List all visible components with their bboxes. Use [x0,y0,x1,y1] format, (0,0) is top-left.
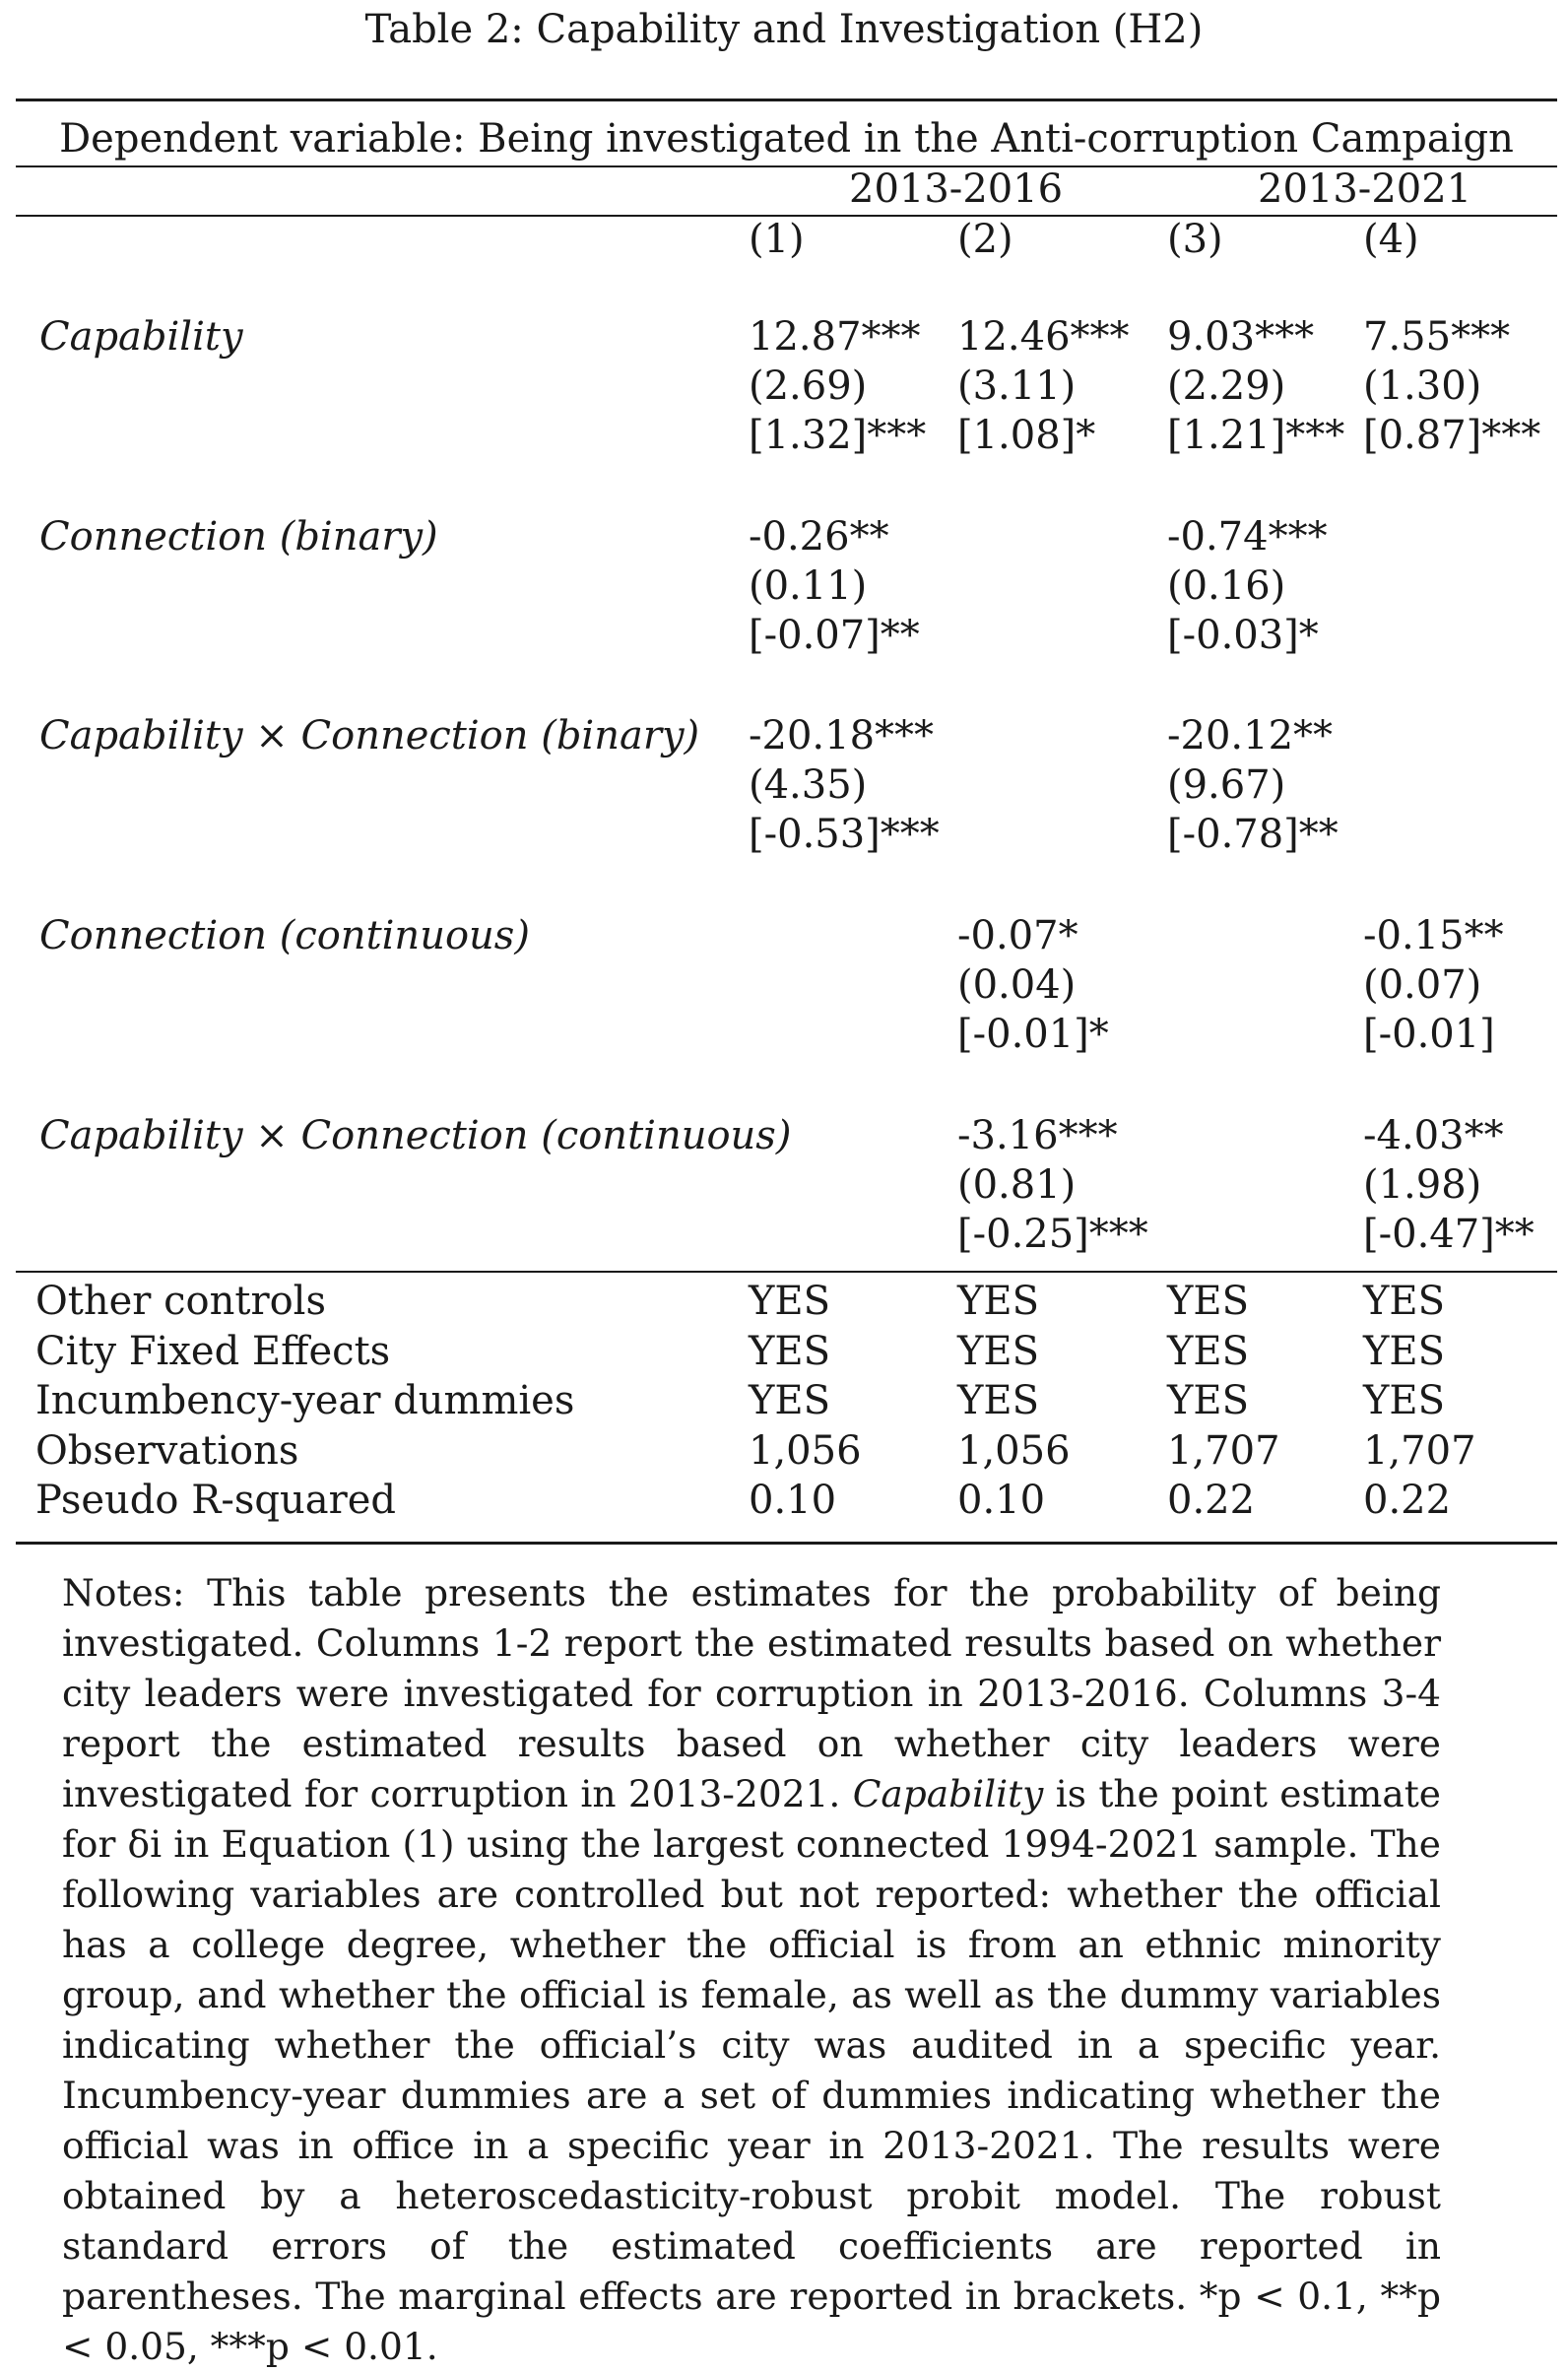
coef-cell-line: (2.69) [749,363,868,409]
stat-row-label: Observations [35,1427,299,1474]
stat-cell: YES [1363,1328,1446,1374]
coef-cell-line: [-0.01]* [957,1012,1109,1057]
coef-cell-line: (0.11) [749,563,868,609]
coef-cell-line: (4.35) [749,762,868,808]
coef-cell-line: 9.03*** [1167,314,1315,360]
stat-cell: 0.10 [957,1478,1046,1523]
coef-cell-line: -0.15** [1363,913,1504,958]
column-header-2: (2) [957,217,1013,262]
bottom-rule [16,1542,1557,1545]
stat-cell: YES [957,1328,1040,1374]
coef-cell-line: (0.81) [957,1162,1077,1208]
coef-cell-line: -20.18*** [749,713,935,758]
period-header-2013-2016: 2013-2016 [849,166,1064,212]
stat-row-label: Other controls [35,1279,326,1324]
stat-cell: YES [1167,1378,1250,1423]
stat-row-label: Incumbency-year dummies [35,1378,575,1423]
stat-cell: 1,056 [957,1427,1071,1474]
column-header-4: (4) [1363,217,1419,262]
coef-row-label: Connection (binary) [39,514,438,560]
coef-cell-line: (9.67) [1167,762,1286,808]
coef-row-label: Capability × Connection (binary) [39,713,700,758]
mid-rule [16,1271,1557,1273]
stat-cell: YES [1167,1279,1250,1324]
table-notes [62,1568,1441,2372]
coef-cell-line: [-0.01] [1363,1012,1495,1057]
coef-cell-line: [-0.07]** [749,613,920,658]
notes-capability-term: Capability [852,1772,1044,1815]
stat-cell: 0.22 [1167,1478,1256,1523]
column-header-1: (1) [749,217,805,262]
stat-cell: YES [749,1378,831,1423]
coef-cell-line: [-0.53]*** [749,812,940,857]
stat-cell: 0.10 [749,1478,837,1523]
top-rule [16,99,1557,101]
coef-cell-line: (0.16) [1167,563,1286,609]
dependent-variable-header: Dependent variable: Being investigated in the Anti-corruption Campaign [59,116,1514,162]
coef-cell-line: -3.16*** [957,1113,1118,1158]
stat-cell: 1,707 [1363,1427,1476,1474]
coef-cell-line: [-0.25]*** [957,1212,1148,1257]
coef-cell-line: [-0.78]** [1167,812,1339,857]
period-header-2013-2021: 2013-2021 [1258,166,1472,212]
notes-part-2: is the point estimate for δi in Equation (1) using the largest connected 1994-2021 sample. The following variables are controlled but not reported: whether the official has a college degree, whether the official is from an ethnic minority group, and whether the official is female, as well as the dummy variables indicating whether the official’s city was audited in a specific year. Incumbency-year dummies are a set of dummies indicating whether the official was in office in a specific year in 2013-2021. The results were obtained by a heteroscedasticity-robust probit model. The robust standard errors of the estimated coefficients are reported in parentheses. The marginal effects are reported in brackets. *p < 0.1, **p < 0.05, ***p < 0.01. [62,1772,1441,2368]
coef-cell-line: -0.07* [957,913,1078,958]
coef-cell-line: [1.21]*** [1167,413,1345,458]
stat-cell: YES [749,1279,831,1324]
coef-row-label: Connection (continuous) [39,913,530,958]
coef-cell-line: -0.74*** [1167,514,1328,560]
coef-row-label: Capability [39,314,243,360]
coef-cell-line: 12.46*** [957,314,1130,360]
stat-row-label: Pseudo R-squared [35,1478,396,1523]
coef-cell-line: (1.98) [1363,1162,1482,1208]
coef-cell-line: [0.87]*** [1363,413,1541,458]
column-header-3: (3) [1167,217,1223,262]
stat-cell: YES [957,1378,1040,1423]
coef-cell-line: (2.29) [1167,363,1286,409]
coef-cell-line: 12.87*** [749,314,921,360]
stat-cell: YES [749,1328,831,1374]
coef-cell-line: -20.12** [1167,713,1334,758]
coef-cell-line: [1.08]* [957,413,1096,458]
coef-cell-line: (3.11) [957,363,1077,409]
table-caption: Table 2: Capability and Investigation (H2) [364,7,1204,52]
coef-cell-line: (1.30) [1363,363,1482,409]
coef-cell-line: -0.26** [749,514,889,560]
coef-cell-line: (0.07) [1363,962,1482,1008]
stat-cell: YES [1167,1328,1250,1374]
coef-cell-line: 7.55*** [1363,314,1511,360]
stat-cell: 0.22 [1363,1478,1452,1523]
notes-part-1: Notes: This table presents the estimates for the probability of being investigated. Columns 1-2 report the estimated results based on whether city leaders were investigated for corruption in 2013-2016. Columns 3-4 report the estimated results based on whether city leaders were investigated for corruption in 2013-2021. [62,1571,1441,1815]
coef-cell-line: [1.32]*** [749,413,927,458]
stat-cell: 1,056 [749,1427,862,1474]
coef-cell-line: [-0.47]** [1363,1212,1535,1257]
stat-row-label: City Fixed Effects [35,1328,391,1374]
stat-cell: YES [1363,1279,1446,1324]
coef-row-label: Capability × Connection (continuous) [39,1113,792,1158]
coef-cell-line: -4.03** [1363,1113,1504,1158]
coef-cell-line: (0.04) [957,962,1077,1008]
stat-cell: YES [1363,1378,1446,1423]
stat-cell: YES [957,1279,1040,1324]
coef-cell-line: [-0.03]* [1167,613,1319,658]
stat-cell: 1,707 [1167,1427,1280,1474]
